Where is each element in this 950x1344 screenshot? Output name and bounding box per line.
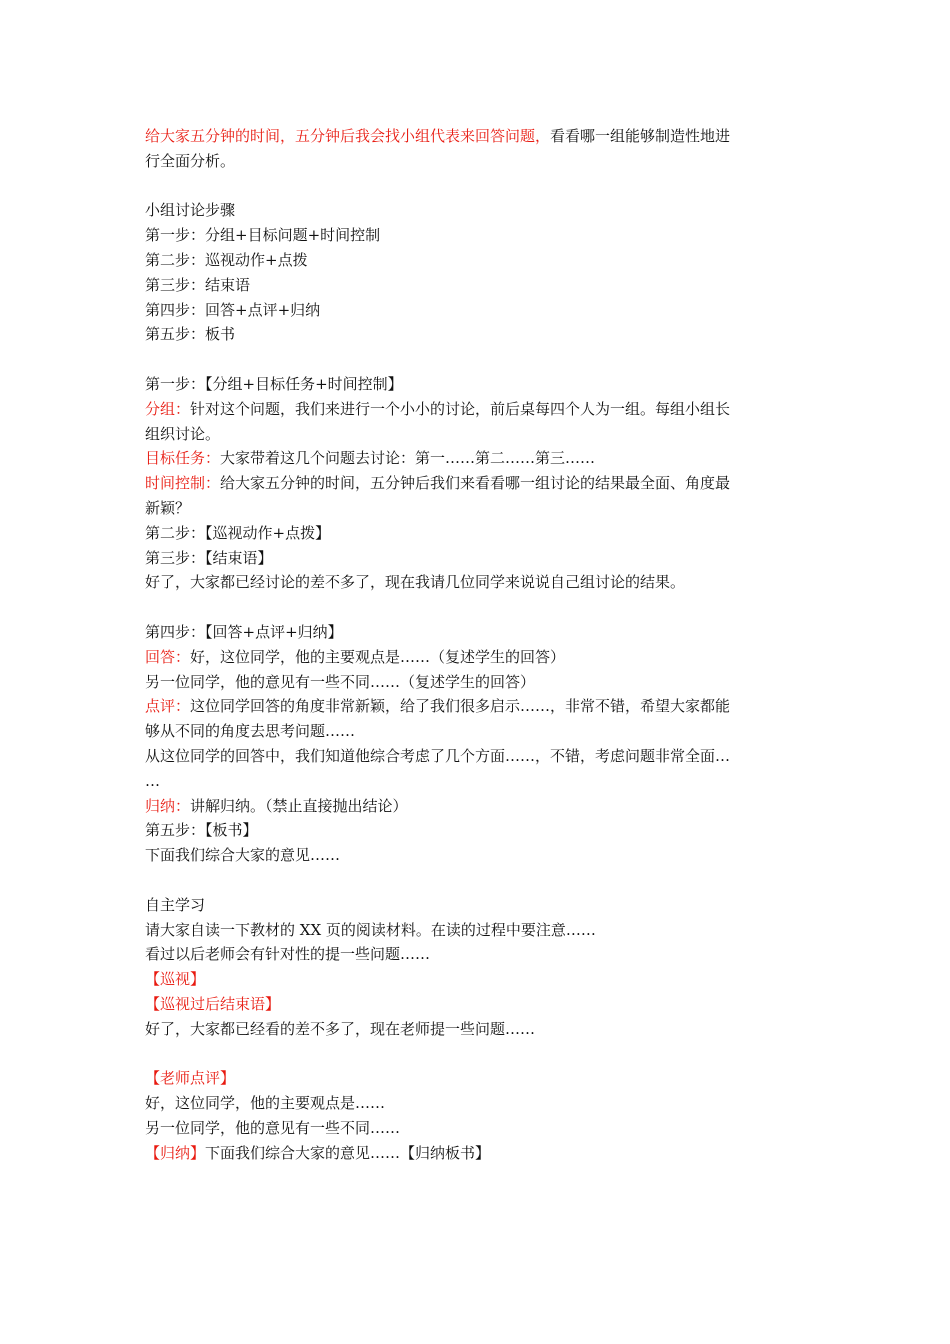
step5-text: 下面我们综合大家的意见…… xyxy=(145,846,341,865)
self-study-line3: 好了，大家都已经看的差不多了，现在老师提一些问题…… xyxy=(145,1019,536,1038)
step5-title: 第五步：【板书】 xyxy=(145,821,258,840)
step3-title: 第三步：【结束语】 xyxy=(145,548,273,567)
tour-end-label: 【巡视过后结束语】 xyxy=(145,994,281,1013)
self-study-line1: 请大家自读一下教材的 XX 页的阅读材料。在读的过程中要注意…… xyxy=(145,920,596,939)
blank-line xyxy=(145,347,810,372)
comment-line3: 从这位同学的回答中，我们知道他综合考虑了几个方面……，不错，考虑问题非常全面… xyxy=(145,746,731,765)
review-summary-label: 【归纳】 xyxy=(145,1143,206,1162)
document-page xyxy=(145,124,810,1165)
step1-title: 第一步：【分组+目标任务+时间控制】 xyxy=(145,374,403,393)
step-item: 第五步：板书 xyxy=(145,325,236,344)
comment-line4: … xyxy=(145,771,160,790)
task-line xyxy=(145,446,810,471)
step3-text: 好了，大家都已经讨论的差不多了，现在我请几位同学来说说自己组讨论的结果。 xyxy=(145,573,686,592)
comment-label: 点评： xyxy=(145,697,191,716)
blank-line xyxy=(145,595,810,620)
blank-line xyxy=(145,174,810,199)
paragraph-intro-line1 xyxy=(145,124,810,149)
teacher-review-heading: 【老师点评】 xyxy=(145,1069,236,1088)
review-line1: 好，这位同学，他的主要观点是…… xyxy=(145,1094,386,1113)
task-text: 大家带着这几个问题去讨论：第一……第二……第三…… xyxy=(220,449,596,468)
step-item: 第一步：分组+目标问题+时间控制 xyxy=(145,226,381,245)
self-study-heading: 自主学习 xyxy=(145,895,206,914)
task-label: 目标任务： xyxy=(145,449,221,468)
step2-title: 第二步：【巡视动作+点拨】 xyxy=(145,523,331,542)
time-text: 给大家五分钟的时间，五分钟后我们来看看哪一组讨论的结果最全面、角度最 xyxy=(220,474,731,493)
review-summary-line xyxy=(145,1141,810,1166)
step-item: 第二步：巡视动作+点拨 xyxy=(145,250,308,269)
comment-line2: 够从不同的角度去思考问题…… xyxy=(145,722,356,741)
blank-line xyxy=(145,868,810,893)
comment-line1 xyxy=(145,694,810,719)
answer-label: 回答： xyxy=(145,647,191,666)
summary-label: 归纳： xyxy=(145,796,191,815)
group-line2: 组织讨论。 xyxy=(145,424,221,443)
body-text: 看看哪一组能够制造性地进 xyxy=(550,127,731,145)
tour-label: 【巡视】 xyxy=(145,970,206,989)
blank-line xyxy=(145,1041,810,1066)
time-line2: 新颖？ xyxy=(145,498,191,517)
self-study-line2: 看过以后老师会有针对性的提一些问题…… xyxy=(145,945,431,964)
summary-line xyxy=(145,794,810,819)
summary-text: 讲解归纳。（禁止直接抛出结论） xyxy=(190,796,408,815)
group-text: 针对这个问题，我们来进行一个小小的讨论，前后桌每四个人为一组。每组小组长 xyxy=(190,399,731,418)
steps-heading: 小组讨论步骤 xyxy=(145,201,236,220)
step-item: 第四步：回答+点评+归纳 xyxy=(145,300,321,319)
paragraph-intro-line2: 行全面分析。 xyxy=(145,151,236,170)
group-line1 xyxy=(145,397,810,422)
step4-title: 第四步：【回答+点评+归纳】 xyxy=(145,622,343,641)
review-line2: 另一位同学，他的意见有一些不同…… xyxy=(145,1118,401,1137)
group-label: 分组： xyxy=(145,399,191,418)
answer-line xyxy=(145,645,810,670)
answer-text: 好，这位同学，他的主要观点是……（复述学生的回答） xyxy=(190,647,566,666)
highlighted-text: 给大家五分钟的时间，五分钟后我会找小组代表来回答问题， xyxy=(145,127,551,145)
time-line1 xyxy=(145,471,810,496)
answer-line2: 另一位同学，他的意见有一些不同……（复述学生的回答） xyxy=(145,672,536,691)
step-item: 第三步：结束语 xyxy=(145,275,251,294)
comment-text: 这位同学回答的角度非常新颖，给了我们很多启示……，非常不错，希望大家都能 xyxy=(190,697,731,716)
review-summary-text: 下面我们综合大家的意见……【归纳板书】 xyxy=(205,1143,491,1162)
time-label: 时间控制： xyxy=(145,474,221,493)
